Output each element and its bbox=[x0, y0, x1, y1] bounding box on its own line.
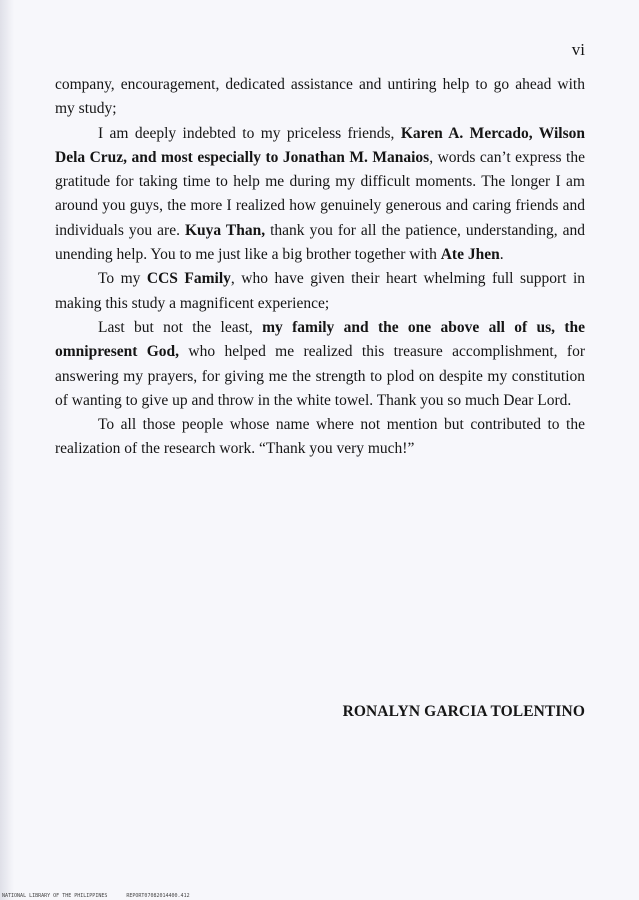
text-run: To all those people whose name where not mention but contributed to the realization of the research work. “Thank you very much!” bbox=[55, 416, 585, 458]
text-run: who helped me realized this treasure accomplishment, for answering my prayers, for giving me the strength to plod on despite my constitution of wanting to give up and throw in the white towel. Thank you so much Dear Lord. bbox=[55, 343, 585, 409]
bold-family-god: my family and the one above all of us, the omnipresent God, bbox=[55, 318, 586, 361]
footer-library: NATIONAL LIBRARY OF THE PHILIPPINES bbox=[2, 893, 108, 899]
text-run: To my bbox=[98, 270, 147, 288]
author-signature: RONALYN GARCIA TOLENTINO bbox=[342, 703, 585, 720]
bold-friends-names: Karen A. Mercado, Wilson Dela Cruz, and most especially to Jonathan M. Manaios bbox=[55, 124, 586, 166]
text-run: , who have given their heart whelming full support in making this study a magnificent experience; bbox=[55, 270, 586, 312]
paragraph-continuation bbox=[55, 73, 585, 122]
scan-footer bbox=[2, 893, 190, 899]
text-run: Last but not the least, bbox=[98, 318, 263, 336]
scan-edge-shadow bbox=[0, 0, 14, 900]
text-run: . bbox=[499, 246, 504, 264]
text-run: , words can’t express the gratitude for taking time to help me during my difficult moments. The longer I am around you guys, the more I realized how genuinely generous and caring friends and individuals you are. bbox=[55, 148, 585, 239]
text-run: thank you for all the patience, understanding, and unending help. You to me just like a big brother together with bbox=[55, 221, 585, 264]
bold-kuya-than: Kuya Than, bbox=[184, 221, 266, 239]
footer-code: REPORT07082014400.412 bbox=[126, 893, 190, 899]
text-run: company, encouragement, dedicated assistance and untiring help to go ahead with my study; bbox=[55, 76, 585, 118]
bold-ccs-family: CCS Family bbox=[146, 270, 231, 288]
text-run: I am deeply indebted to my priceless friends, bbox=[98, 124, 401, 142]
page-number: vi bbox=[571, 40, 585, 59]
paragraph-friends bbox=[55, 122, 585, 268]
paragraph-family-god bbox=[55, 316, 585, 413]
bold-ate-jhen: Ate Jhen bbox=[440, 246, 500, 264]
paragraph-closing bbox=[55, 413, 585, 462]
acknowledgment-body bbox=[55, 73, 585, 462]
paragraph-ccs-family bbox=[55, 267, 585, 316]
